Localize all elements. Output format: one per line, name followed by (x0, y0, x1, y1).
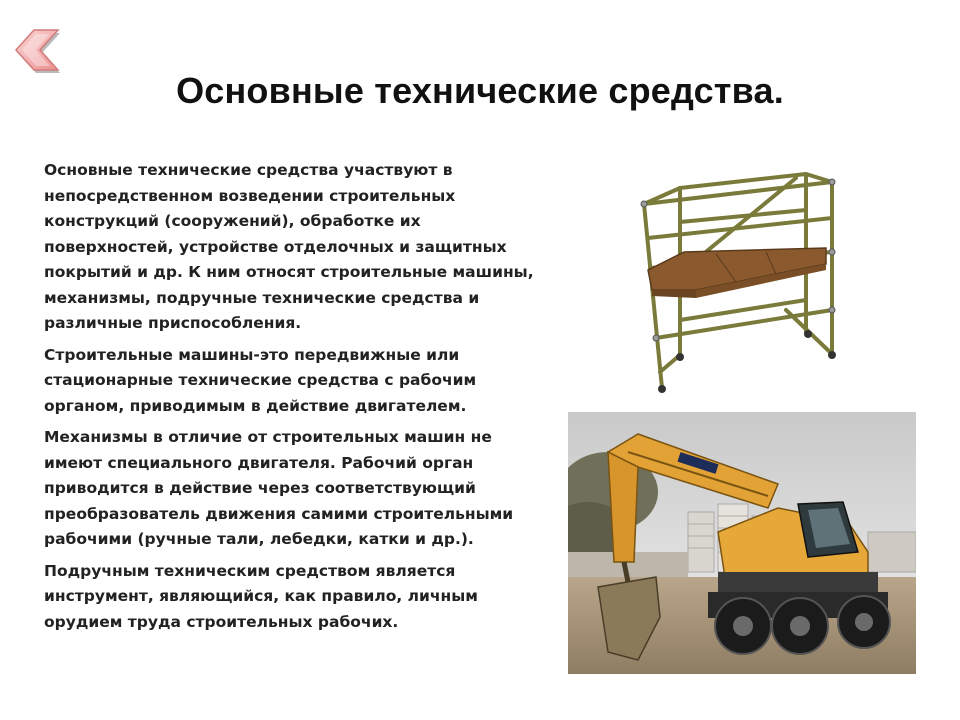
scaffold-image (636, 160, 836, 398)
chevron-left-icon (12, 26, 62, 74)
paragraph-hand-tools: Подручным техническим средством является инструмент, являющийся, как правило, личным орудием труда строительных рабочих. (44, 561, 478, 631)
page-title: Основные технические средства. (176, 70, 784, 111)
excavator-image (568, 412, 916, 674)
paragraph-mechanisms: Механизмы в отличие от строительных машин не имеют специального двигателя. Рабочий орган приводится в действие через соответствующий преобразователь движения самими строительными рабочими (ручные тали, лебедки, катки и др.). (44, 428, 514, 548)
paragraph-machines: Строительные машины-это передвижные или стационарные технические средства с рабочим органом, приводимым в действие двигателем. (44, 345, 477, 415)
body-text (44, 158, 544, 641)
paragraph-intro: Основные технические средства участвуют в непосредственном возведении строительных конструкций (сооружений), обработке их поверхностей, устройстве отделочных и защитных покрытий и др. К ним относят строительные машины, механизмы, подручные технические средства и различные приспособления. (44, 161, 534, 332)
back-button[interactable] (12, 26, 62, 74)
